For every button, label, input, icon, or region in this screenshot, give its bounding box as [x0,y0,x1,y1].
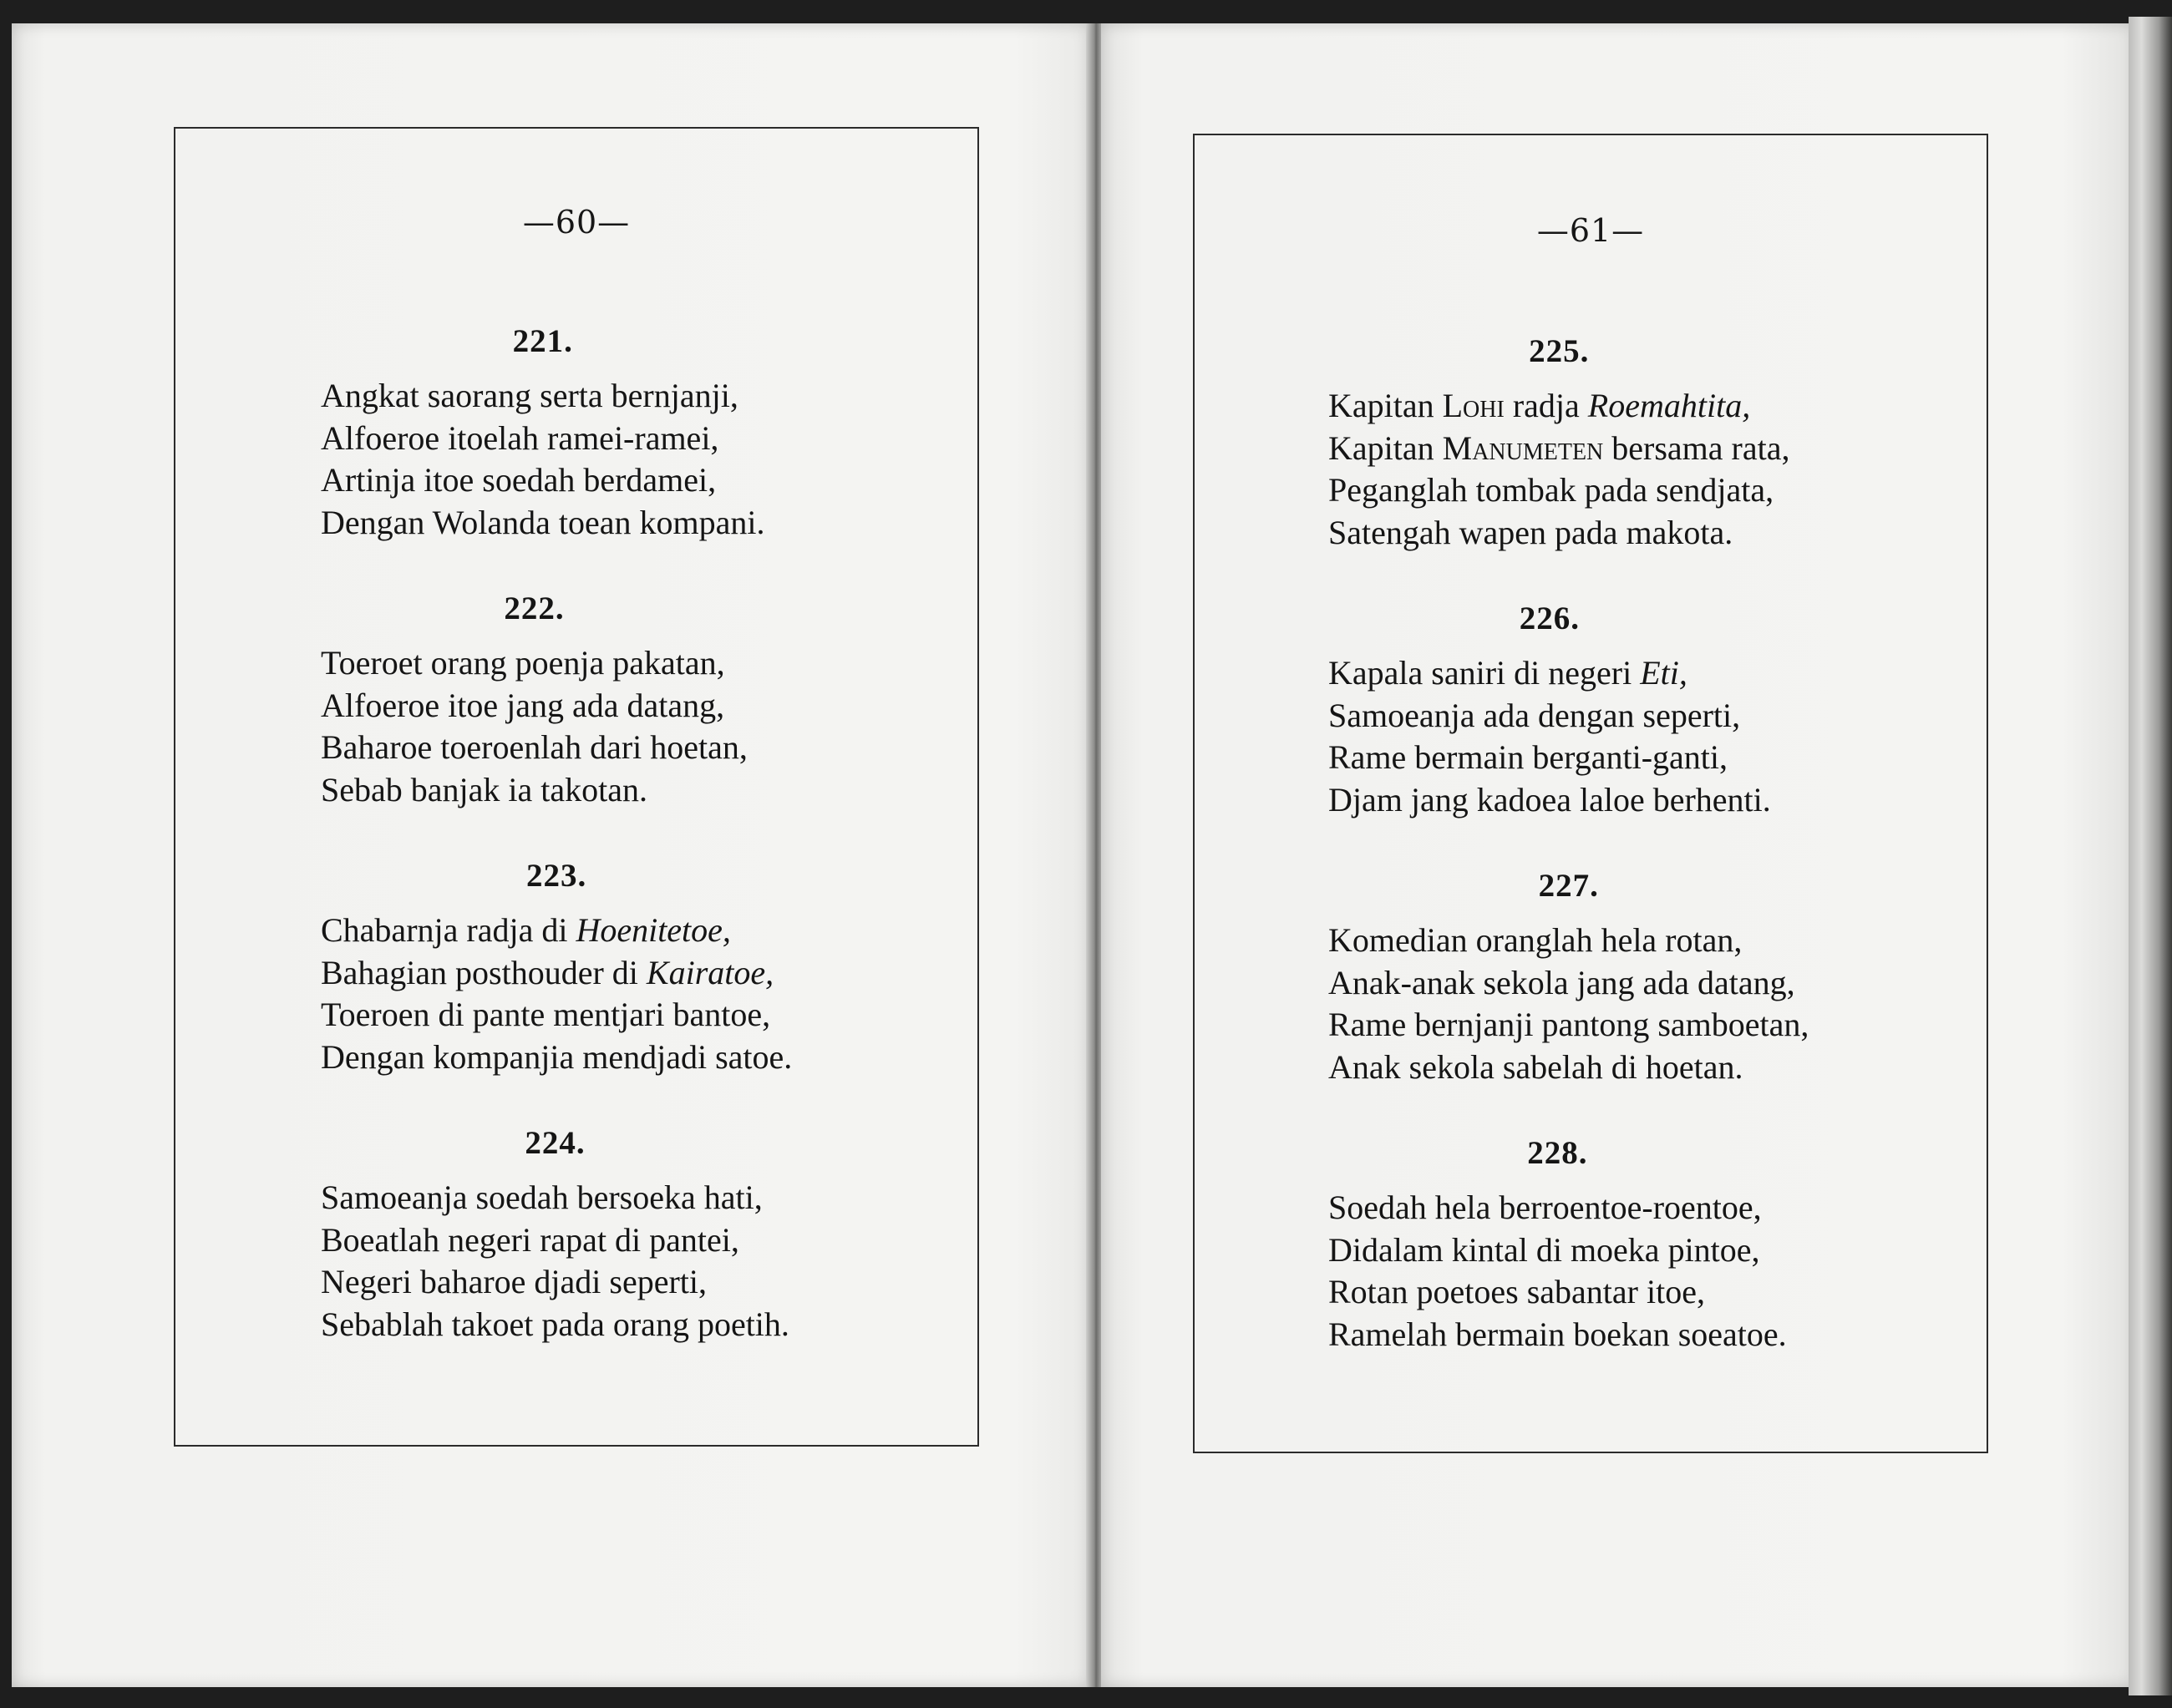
book-edge [2129,17,2172,1695]
line-text: Chabarnja radja di [321,911,576,949]
stanza-line: Negeri baharoe djadi seperti, [321,1263,708,1300]
line-text: Kapitan [1328,428,1443,467]
stanza-number: 227. [1538,868,1599,904]
stanza-line: Toeroen di pante mentjari bantoe, [321,996,771,1033]
line-text: radja [1504,387,1588,424]
stanza-number: 221. [512,323,573,359]
stanza-number: 223. [526,858,587,894]
place-name: Kairatoe, [646,953,774,991]
person-name: Manumeten [1442,428,1604,467]
stanza-line: Toeroet orang poenja pakatan, [321,644,725,682]
stanza-line [321,910,792,952]
stanza-line [1328,385,1789,428]
stanza-line: Soedah hela berroentoe-roentoe, [1328,1189,1762,1226]
page-number-61: —61— [1536,212,1645,249]
stanza-line: Samoeanja ada dengan seperti, [1328,696,1741,734]
stanza-223 [321,857,792,1078]
stanza-number: 228. [1527,1135,1588,1171]
stanza-number: 224. [525,1125,586,1161]
stanza-line: Anak-anak sekola jang ada datang, [1328,963,1795,1001]
stanza-line: Djam jang kadoea laloe berhenti. [1328,780,1771,819]
stanza-line: Artinja itoe soedah berdamei, [321,461,717,499]
stanza-226 [1328,600,1771,821]
stanza-line: Sebab banjak ia takotan. [321,770,647,808]
stanza-line: Ramelah bermain boekan soeatoe. [1328,1315,1787,1353]
page-number-60: —60— [522,204,631,241]
right-page-frame [1193,134,1988,1453]
stanza-225 [1328,332,1789,554]
stanza-line: Dengan kompanjia mendjadi satoe. [321,1037,793,1076]
stanza-number: 222. [504,590,565,626]
stanza-227 [1328,867,1809,1088]
stanza-line: Anak sekola sabelah di hoetan. [1328,1047,1743,1086]
line-text: bersama rata, [1603,428,1790,467]
place-name: Roemahtita, [1587,387,1751,424]
person-name: Lohi [1442,387,1505,424]
stanza-line: Baharoe toeroenlah dari hoetan, [321,728,748,766]
stanza-number: 226. [1519,601,1581,636]
stanza-number: 225. [1529,333,1590,369]
stanza-228 [1328,1134,1787,1356]
place-name: Hoenitetoe, [576,911,731,949]
stanza-line: Dengan Wolanda toean kompani. [321,503,765,541]
stanza-line: Rame bermain berganti-ganti, [1328,738,1728,776]
stanza-line: Boeatlah negeri rapat di pantei, [321,1220,739,1259]
stanza-line: Komedian oranglah hela rotan, [1328,921,1743,959]
place-name: Eti, [1640,654,1687,692]
stanza-line: Didalam kintal di moeka pintoe, [1328,1230,1760,1269]
stanza-line [321,952,792,995]
stanza-line: Rame bernjanji pantong samboetan, [1328,1006,1809,1043]
stanza-line [1328,652,1771,695]
stanza-line: Alfoeroe itoe jang ada datang, [321,686,725,724]
stanza-221 [321,322,764,544]
stanza-line: Sebablah takoet pada orang poetih. [321,1305,789,1343]
line-text: Kapala saniri di negeri [1328,654,1641,692]
stanza-line: Samoeanja soedah bersoeka hati, [321,1178,763,1216]
stanza-224 [321,1124,789,1346]
stanza-line: Peganglah tombak pada sendjata, [1328,471,1774,509]
stanza-line: Rotan poetoes sabantar itoe, [1328,1273,1705,1310]
stanza-line: Alfoeroe itoelah ramei-ramei, [321,418,719,457]
line-text: Kapitan [1328,387,1443,424]
stanza-line [1328,428,1789,470]
left-page-frame [174,127,979,1447]
stanza-222 [321,590,748,811]
stanza-line: Angkat saorang serta bernjanji, [321,377,738,414]
line-text: Bahagian posthouder di [321,953,647,991]
stanza-line: Satengah wapen pada makota. [1328,513,1733,551]
